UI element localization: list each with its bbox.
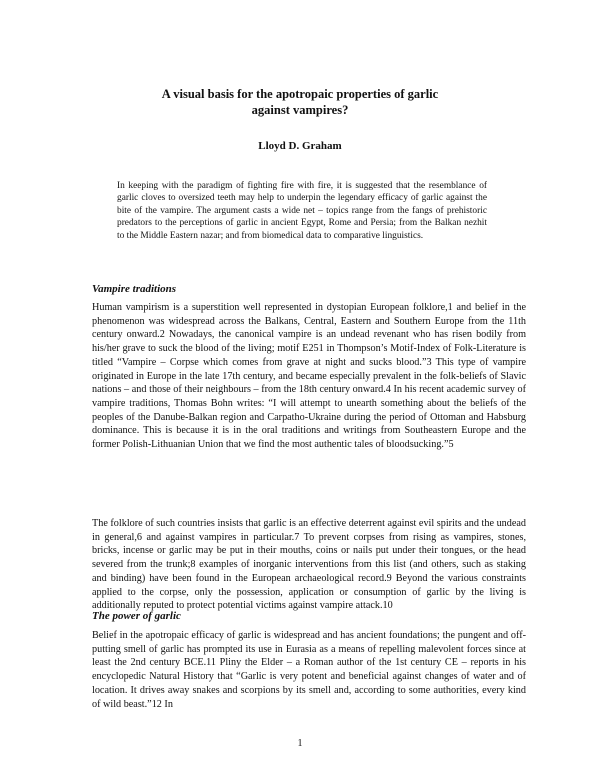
paper-title xyxy=(0,87,600,118)
paragraph-garlic-1: Belief in the apotropaic efficacy of garlic is widespread and has ancient foundations; the pungent and off-putting smell of garlic has prompted its use in Eurasia as a means of repelling malevolent forces since at least the 2nd century BCE.11 Pliny the Elder – a Roman author of the 1st century CE – reports in his encyclopedic Natural History that “Garlic is very potent and beneficial against changes of water and of location. It drives away snakes and scorpions by its smell and, according to some authorities, every kind of wild beast.”12 In xyxy=(92,630,526,710)
author-name: Lloyd D. Graham xyxy=(258,140,342,152)
page-number: 1 xyxy=(297,738,303,749)
abstract: In keeping with the paradigm of fighting fire with fire, it is suggested that the resemblance of garlic cloves to oversized teeth may help to underpin the legendary efficacy of garlic against the bite of the vampire. The argument casts a wide net – topics range from the fangs of prehistoric predators to the perceptions of garlic in ancient Egypt, Rome and Persia; from the Balkan nezhit to the Middle Eastern nazar; and from biomedical data to comparative linguistics. xyxy=(117,181,487,241)
section-heading-power-of-garlic: The power of garlic xyxy=(92,610,181,622)
title-line-2: against vampires? xyxy=(251,102,349,117)
title-line-1: A visual basis for the apotropaic properties of garlic xyxy=(161,87,439,101)
section-heading-vampire-traditions: Vampire traditions xyxy=(92,283,177,295)
paragraph-vampire-2: The folklore of such countries insists that garlic is an effective deterrent against evil spirits and the undead in general,6 and against vampires in particular.7 To prevent corpses from rising as vampires, stones, bricks, incense or garlic may be put in their mouths, coins or nails put under their tongues, or the head severed from the trunk;8 examples of inorganic interventions from this list (and others, such as staking and binding) have been found in the European archaeological record.9 Beyond the various constraints applied to the corpse, only the possession, application or consumption of garlic by the living is additionally reputed to protect potential victims against vampire attack.10 xyxy=(92,518,526,612)
paragraph-vampire-1: Human vampirism is a superstition well represented in dystopian European folklore,1 and belief in the phenomenon was widespread across the Balkans, Central, Eastern and Southern Europe from the 11th century onward.2 Nowadays, the canonical vampire is an undead revenant who has risen bodily from his/her grave to suck the blood of the living; motif E251 in Thompson’s Motif-Index of Folk-Literature is titled “Vampire – Corpse which comes from grave at night and sucks blood.”3 This type of vampire originated in Europe in the late 17th century, and became especially prevalent in the folk-beliefs of Slavic nations – and those of their neighbours – from the 18th century onward.4 In his recent academic survey of vampire traditions, Thomas Bohn writes: “I will attempt to unearth something about the beliefs of the peoples of the Danube-Balkan region and Carpatho-Ukraine during the period of Ottoman and Habsburg dominance. This is because it is in the oral traditions and writings from Southeastern Europe and the former Polish-Lithuanian Union that we find the most authentic tales of bloodsucking.”5 xyxy=(92,302,526,451)
